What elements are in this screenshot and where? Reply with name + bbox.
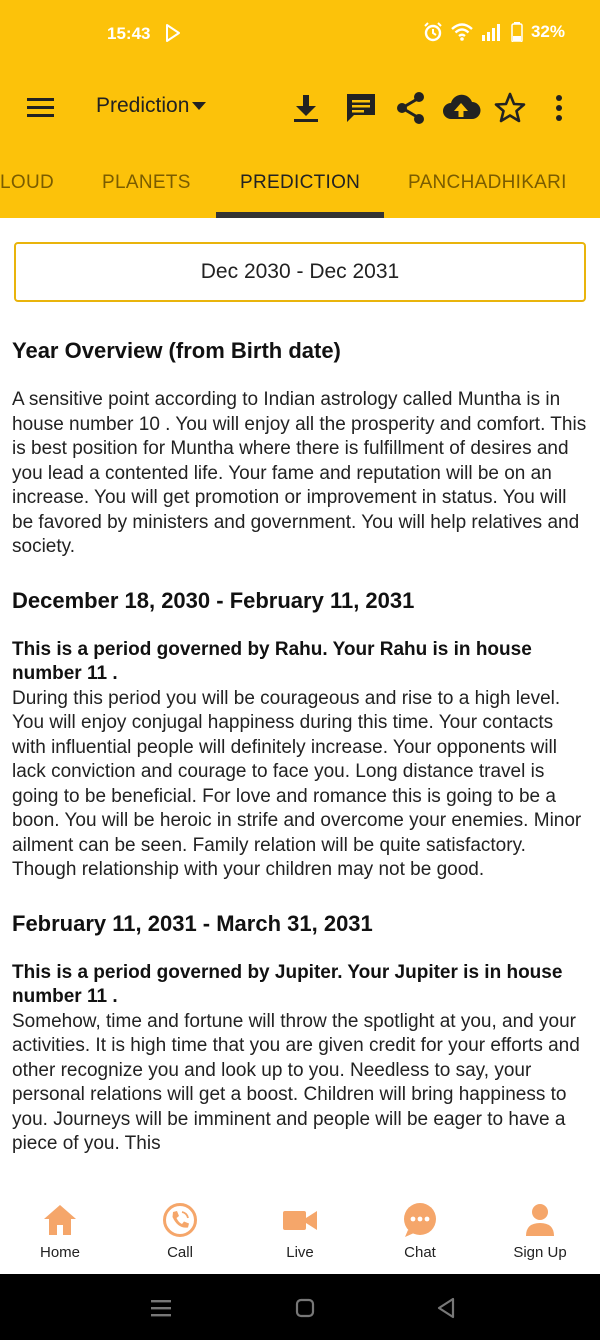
chat-icon (402, 1202, 438, 1238)
tab-planets[interactable]: PLANETS (102, 172, 191, 193)
home-circle-icon[interactable] (295, 1298, 315, 1318)
period-governed: This is a period governed by Rahu. Your Rahu is in house number 11 . (12, 638, 532, 684)
nav-call[interactable] (125, 1202, 235, 1274)
tab-indicator (216, 212, 384, 218)
nav-label: Live (286, 1244, 314, 1261)
period-text: Somehow, time and fortune will throw the spotlight at you, and your activities. It is high time that you are given credit for your efforts and other recognize you and look up to you. Needless to say, your personal relations will get a boost. Children will bring happiness to you. Journeys will be imminent and people will be eager to have a piece of you. This (12, 1010, 580, 1154)
home-icon (42, 1202, 78, 1238)
signal-icon (481, 23, 503, 41)
tab-panchadhikari[interactable]: PANCHADHIKARI (408, 172, 567, 193)
chat-bubble-icon[interactable] (343, 90, 379, 126)
title-dropdown[interactable] (96, 94, 206, 118)
status-bar (0, 0, 600, 68)
call-icon (162, 1202, 198, 1238)
nav-sign-up[interactable] (485, 1202, 595, 1274)
page-title: Prediction (96, 94, 190, 117)
toolbar (0, 78, 600, 138)
date-range-label: Dec 2030 - Dec 2031 (200, 260, 400, 283)
tab-loud[interactable]: LOUD (0, 172, 54, 193)
status-time: 15:43 (107, 24, 151, 43)
star-icon[interactable] (492, 90, 528, 126)
period-title: February 11, 2031 - March 31, 2031 (12, 910, 373, 936)
video-icon (282, 1202, 318, 1238)
period-governed: This is a period governed by Jupiter. Your Jupiter is in house number 11 . (12, 961, 563, 1007)
back-icon[interactable] (436, 1297, 456, 1319)
tab-bar (0, 160, 600, 218)
prediction-content[interactable] (12, 336, 590, 1196)
battery-percent: 32% (530, 22, 565, 41)
status-icons (423, 22, 565, 42)
nav-live[interactable] (245, 1202, 355, 1274)
share-icon[interactable] (393, 90, 429, 126)
battery-icon (511, 22, 523, 42)
cloud-upload-icon[interactable] (441, 90, 481, 126)
nav-label: Sign Up (513, 1244, 567, 1261)
alarm-icon (423, 22, 443, 42)
play-store-icon (165, 24, 181, 42)
nav-chat[interactable] (365, 1202, 475, 1274)
app-bar (0, 0, 600, 218)
chevron-down-icon (192, 102, 206, 110)
date-range-selector[interactable] (14, 242, 586, 302)
overview-text: A sensitive point according to Indian astrology called Muntha is in house number 10 . You will enjoy all the prosperity and comfort. This is best position for Muntha where there is fulfillment of desires and you lead a contented life. Your fame and reputation will be on an increase. You will get promotion or improvement in status. You will be favored by ministers and government. You will help relatives and society. (12, 389, 587, 557)
bottom-nav (0, 1196, 600, 1274)
wifi-icon (451, 23, 473, 41)
menu-icon[interactable] (26, 93, 56, 123)
nav-label: Home (39, 1244, 80, 1261)
tab-prediction[interactable]: PREDICTION (240, 172, 361, 193)
download-icon[interactable] (288, 90, 324, 126)
more-vert-icon[interactable] (541, 90, 577, 126)
overview-title: Year Overview (from Birth date) (12, 338, 341, 363)
recents-icon[interactable] (150, 1298, 172, 1318)
user-icon (522, 1202, 558, 1238)
system-nav-bar (0, 1274, 600, 1340)
nav-label: Chat (404, 1244, 436, 1261)
nav-home[interactable] (5, 1202, 115, 1274)
nav-label: Call (167, 1244, 193, 1261)
period-title: December 18, 2030 - February 11, 2031 (12, 587, 415, 613)
period-text: During this period you will be courageous and rise to a high level. You will enjoy conjugal happiness during this time. Your contacts with influential people will definitely increase. Your opponents will lack conviction and courage to face you. Long distance travel is going to be beneficial. For love and romance this is going to be a boon. You will be heroic in strife and overcome your enemies. Minor ailment can be seen. Family relation will be quite satisfactory. Though relationship with your children may not be good. (12, 687, 582, 880)
